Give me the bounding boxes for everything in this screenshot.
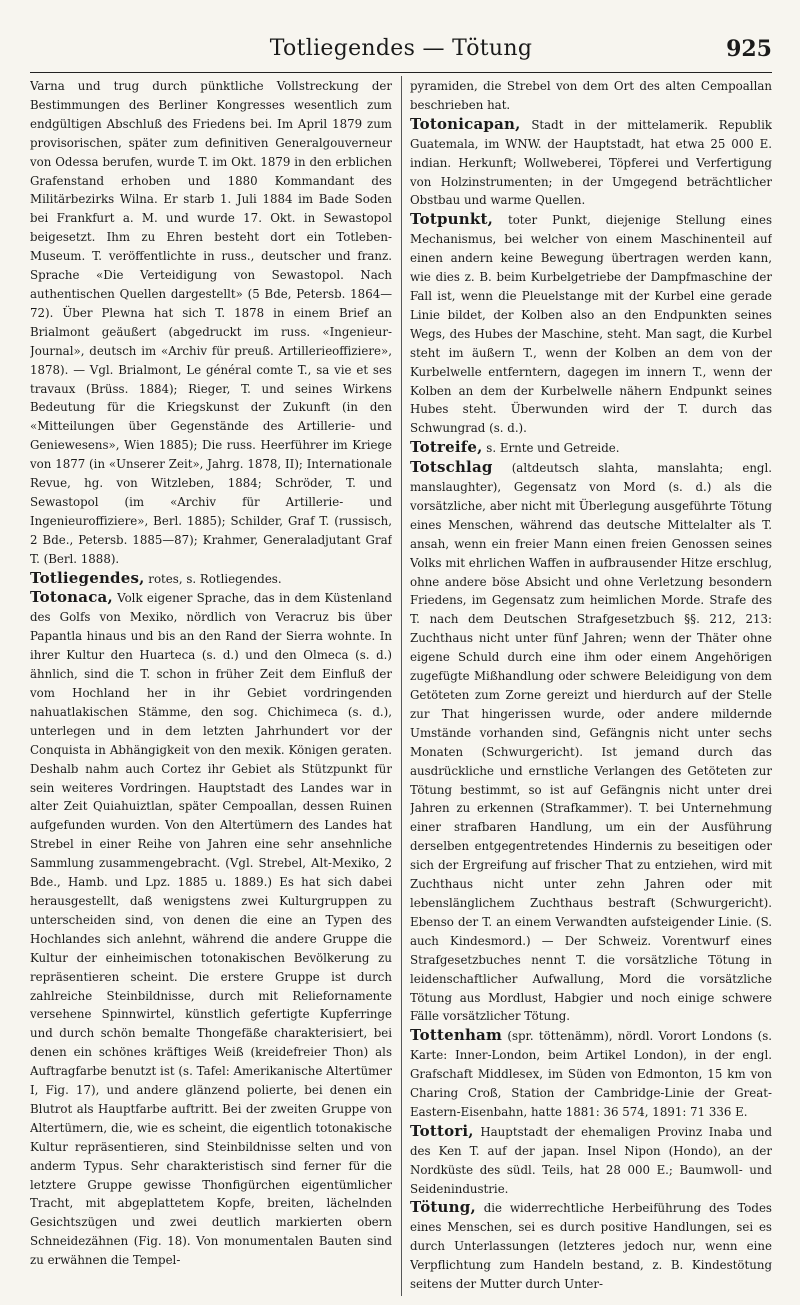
entry-totonicapan: [410, 115, 772, 211]
entry-headword: Tötung,: [410, 1198, 476, 1217]
entry-headword: Totonaca,: [30, 588, 113, 607]
left-column: [30, 76, 392, 1296]
entry-text: toter Punkt, diejenige Stellung eines Mechanismus, bei welcher von einem Maschinenteil auf einen andern keine Bewegung übertragen werden kann, wie dies z. B. beim Kurbelgetriebe der Dampfmaschine der Fall ist, wenn die Pleuelstange mit der Kurbel eine gerade Linie bildet, der Kolben also an den Endpunkten seines Wegs, des Hubes der Maschine, steht. Man sagt, die Kurbel steht im äußern T., wenn der Kolben an dem von der Kurbelwelle entferntern, dagegen im innern T., wenn der Kolben an dem der Kurbelwelle nähern Endpunkt seines Hubes steht. Überwunden wird der T. durch das Schwungrad (s. d.).: [410, 213, 772, 436]
column-divider: [401, 76, 402, 1296]
entry-tottori: [410, 1122, 772, 1199]
entry-text: (altdeutsch slahta, manslahta; engl. manslaughter), Gegensatz von Mord (s. d.) als die vorsätzliche, aber nicht mit Überlegung ausgeführte Tötung eines Menschen, während das deutsche Mittelalter als T. ansah, wenn ein freier Mann einen freien Genossen seines Volks mit ehrlichen Waffen in aufbrausender Hitze erschlug, ohne andere böse Absicht und ohne Verletzung besondern Friedens, im Gegensatz zum heimlichen Morde. Strafe des T. nach dem Deutschen Strafgesetzbuch §§. 212, 213: Zuchthaus nicht unter fünf Jahren; wenn der Thäter ohne eigene Schuld durch eine ihm oder einem Angehörigen zugefügte Mißhandlung oder schwere Beleidigung von dem Getöteten zum Zorne gereizt und hierdurch auf der Stelle zur That hingerissen wurde, oder andere mildernde Umstände vorhanden sind, Gefängnis nicht unter sechs Monaten (Schwurgericht). Ist jemand durch das ausdrückliche und ernstliche Verlangen des Getöteten zur Tötung bestimmt, so ist auf Gefängnis nicht unter drei Jahren zu erkennen (Strafkammer). T. bei Unternehmung einer strafbaren Handlung, um ein der Ausführung derselben entgegentretendes Hindernis zu beseitigen oder sich der Ergreifung auf frischer That zu entziehen, wird mit Zuchthaus nicht unter zehn Jahren oder mit lebenslänglichem Zuchthaus bestraft (Schwurgericht). Ebenso der T. an einem Verwandten aufsteigender Linie. (S. auch Kindesmord.) — Der Schweiz. Vorentwurf eines Strafgesetzbuches nennt T. die vorsätzliche Tötung in leidenschaftlicher Aufwallung, Mord die vorsätzliche Tötung aus Mordlust, Habgier und noch einige schwere Fälle vorsätzlicher Tötung.: [410, 461, 772, 1024]
page-number: 925: [726, 36, 772, 62]
entry-headword: Totschlag: [410, 458, 493, 477]
entry-text: Volk eigener Sprache, das in dem Küstenland des Golfs von Mexiko, nördlich von Veracruz bis über Papantla hinaus und bis an den Rand der Sierra wohnte. In ihrer Kultur den Huarteca (s. d.) und den Olmeca (s. d.) ähnlich, sind die T. schon in früher Zeit dem Einfluß der vom Hochland her in ihr Gebiet vordringenden nahuatlakischen Stämme, den sog. Chichimeca (s. d.), unterlegen und in dem letzten Jahrhundert vor der Conquista in Abhängigkeit von den mexik. Königen geraten. Deshalb nahm auch Cortez ihr Gebiet als Stützpunkt für sein weiteres Vordringen. Hauptstadt des Landes war in alter Zeit Quiahuiztlan, später Cempoallan, dessen Ruinen aufgefunden wurden. Von den Altertümern des Landes hat Strebel in einer Reihe von Jahren eine sehr ansehnliche Sammlung zusammengebracht. (Vgl. Strebel, Alt-Mexiko, 2 Bde., Hamb. und Lpz. 1885 u. 1889.) Es hat sich dabei herausgestellt, daß wenigstens zwei Kulturgruppen zu unterscheiden sind, von denen die eine an Typen des Hochlandes sich anlehnt, während die andere Gruppe die Kultur der einheimischen totonakischen Bevölkerung zu repräsentieren scheint. Die erstere Gruppe ist durch zahlreiche Steinbildnisse, durch mit Reliefornamente versehene Spinnwirtel, künstlich gefertigte Kupferringe und durch schön bemalte Thongefäße charakterisiert, bei denen ein schönes kräftiges Weiß (kreidefreier Thon) als Auftragfarbe benutzt ist (s. Tafel: Amerikanische Altertümer I, Fig. 17), und andere glänzend polierte, bei denen ein Blutrot als Hauptfarbe auftritt. Bei der zweiten Gruppe von Altertümern, die, wie es scheint, die eigentlich totonakische Kultur repräsentieren, sind Steinbildnisse selten und von anderm Typus. Sehr charakteristisch sind ferner für die letztere Gruppe gewisse Thonfigürchen eigentümlicher Tracht, mit abgeplattetem Kopfe, breiten, lächelnden Gesichtszügen und zwei deutlich markierten obern Schneidezähnen (Fig. 18). Von monumentalen Bauten sind zu erwähnen die Tempel-: [30, 591, 392, 1268]
entry-text: s. Ernte und Getreide.: [482, 441, 620, 456]
entry-totpunkt: [410, 210, 772, 438]
entry-headword: Totliegendes,: [30, 568, 145, 587]
entry-headword: Tottori,: [410, 1121, 474, 1140]
entry-text: die widerrechtliche Herbeiführung des Todes eines Menschen, sei es durch positive Handlungen, sei es durch Unterlassungen (letzteres jedoch nur, wenn eine Verpflichtung zum Handeln bestand, z. B. Kindestötung seitens der Mutter durch Unter-: [410, 1201, 772, 1292]
entry-text: Stadt in der mittelamerik. Republik Guatemala, im WNW. der Hauptstadt, hat etwa 25 000 E. indian. Herkunft; Wollweberei, Töpferei und Verfertigung von Holzinstrumenten; in der Umgegend beträchtlicher Obstbau und warme Quellen.: [410, 117, 772, 208]
entry-text: pyramiden, die Strebel von dem Ort des alten Cempoallan beschrieben hat.: [410, 79, 772, 112]
entry-headword: Totpunkt,: [410, 210, 494, 229]
entry-totonaca: [30, 588, 392, 1270]
entry-continuation: [30, 76, 392, 569]
entry-text: rotes, s. Rotliegendes.: [144, 571, 282, 586]
entry-totliegendes: [30, 569, 392, 589]
entry-tottenham: [410, 1026, 772, 1122]
right-column: [410, 76, 772, 1296]
entry-totschlag: [410, 458, 772, 1026]
entry-totreife: [410, 438, 772, 458]
entry-headword: Tottenham: [410, 1026, 503, 1045]
running-title: Totliegendes — Tötung: [269, 36, 533, 61]
header-rule: [30, 72, 772, 73]
entry-text: Varna und trug durch pünktliche Vollstreckung der Bestimmungen des Berliner Kongresses wesentlich zum endgültigen Abschluß des Friedens bei. Im April 1879 zum provisorischen, später zum definitiven Generalgouverneur von Odessa berufen, wurde T. im Okt. 1879 in den erblichen Grafenstand erhoben und 1880 Kommandant des Militärbezirks Wilna. Er starb 1. Juli 1884 im Bade Soden bei Frankfurt a. M. und wurde 17. Okt. in Sewastopol beigesetzt. Ihm zu Ehren besteht dort ein Totleben-Museum. T. veröffentlichte in russ., deutscher und franz. Sprache «Die Verteidigung von Sewastopol. Nach authentischen Quellen dargestellt» (5 Bde, Petersb. 1864—72). Über Plewna hat sich T. 1878 in einem Brief an Brialmont geäußert (abgedruckt im russ. «Ingenieur-Journal», deutsch im «Archiv für preuß. Artillerieoffiziere», 1878). — Vgl. Brialmont, Le général comte T., sa vie et ses travaux (Brüss. 1884); Rieger, T. und seines Wirkens Bedeutung für die Kriegskunst der Zukunft (in den «Mitteilungen über Gegenstände des Artillerie- und Geniewesens», Wien 1885); Die russ. Heerführer im Kriege von 1877 (in «Unserer Zeit», Jahrg. 1878, II); Internationale Revue, hg. von Witzleben, 1884; Schröder, T. und Sewastopol (im «Archiv für Artillerie- und Ingenieuroffiziere», Berl. 1885); Schilder, Graf T. (russisch, 2 Bde., Petersb. 1885—87); Krahmer, Generaladjutant Graf T. (Berl. 1888).: [30, 79, 392, 566]
page-header: [30, 30, 772, 70]
entry-text: (spr. töttenämm), nördl. Vorort Londons (s. Karte: Inner-London, beim Artikel London), in der engl. Grafschaft Middlesex, im Süden von Edmonton, 15 km von Charing Croß, Station der Cambridge-Linie der Great-Eastern-Eisenbahn, hatte 1881: 36 574, 1891: 71 336 E.: [410, 1029, 772, 1119]
entry-toetung: [410, 1198, 772, 1294]
entry-headword: Totonicapan,: [410, 114, 521, 133]
entry-headword: Totreife,: [410, 438, 483, 457]
entry-continuation: [410, 76, 772, 115]
entry-text: Hauptstadt der ehemaligen Provinz Inaba und des Ken T. auf der japan. Insel Nipon (Hondo), an der Nordküste des südl. Teils, hat 28 000 E.; Baumwoll- und Seidenindustrie.: [410, 1124, 772, 1196]
